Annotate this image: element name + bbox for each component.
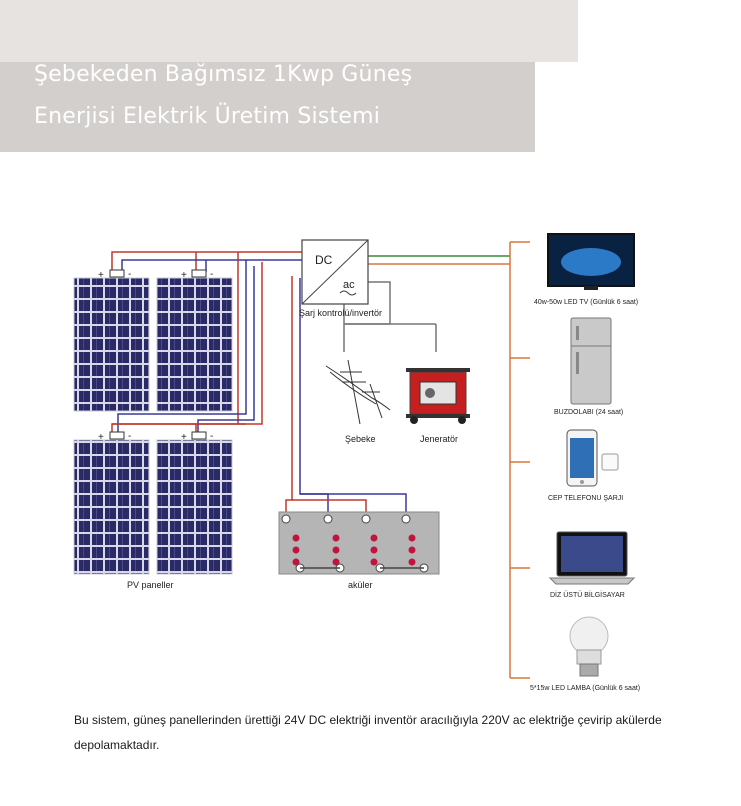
- plus-sign: +: [181, 432, 187, 443]
- led-bulb-icon: [570, 617, 608, 676]
- inverter-dc-text: DC: [315, 253, 333, 267]
- minus-sign: -: [210, 431, 214, 442]
- lamp-label: 5*15w LED LAMBA (Günlük 6 saat): [530, 685, 641, 692]
- laptop-label: DİZ ÜSTÜ BİLGİSAYAR: [550, 592, 625, 599]
- description-text: Bu sistem, güneş panellerinden ürettiği 24V DC elektriği inventör aracılığıyla 220V ac elektriğe çevirip akülerde depolamaktadır.: [74, 713, 662, 752]
- inverter-box: [302, 240, 368, 304]
- fridge-icon: [571, 318, 611, 404]
- fridge-label: BUZDOLABI (24 saat): [554, 409, 624, 416]
- plus-sign: +: [98, 432, 104, 443]
- page-title-line2: Enerjisi Elektrik Üretim Sistemi: [34, 104, 381, 129]
- phone-icon: [567, 430, 597, 486]
- panels-label: PV paneller: [127, 580, 174, 590]
- pv-panel-1: [74, 278, 149, 411]
- inverter-label: Şarj kontrolü/invertör: [299, 308, 383, 318]
- inverter-ac-text: ac: [343, 279, 355, 291]
- plus-sign: +: [181, 270, 187, 281]
- tv-icon: [548, 234, 634, 290]
- pv-panel-4: [157, 440, 232, 574]
- charger-icon: [602, 454, 618, 470]
- minus-sign: -: [210, 269, 214, 280]
- pv-panel-2: [157, 278, 232, 411]
- phone-charge-label: CEP TELEFONU ŞARJI: [548, 495, 624, 502]
- laptop-icon: [550, 532, 634, 584]
- pv-panel-3: [74, 440, 149, 574]
- battery-bank: [279, 512, 439, 574]
- minus-sign: -: [128, 269, 132, 280]
- page-title-line1: Şebekeden Bağımsız 1Kwp Güneş: [34, 62, 413, 87]
- batteries-label: aküler: [348, 580, 373, 590]
- plus-sign: +: [98, 270, 104, 281]
- minus-sign: -: [128, 431, 132, 442]
- grid-pole-icon: [326, 360, 390, 424]
- grid-label: Şebeke: [345, 434, 376, 444]
- tv-label: 40w-50w LED TV (Günlük 6 saat): [534, 299, 639, 306]
- generator-label: Jeneratör: [420, 434, 459, 444]
- generator-icon: [406, 368, 470, 424]
